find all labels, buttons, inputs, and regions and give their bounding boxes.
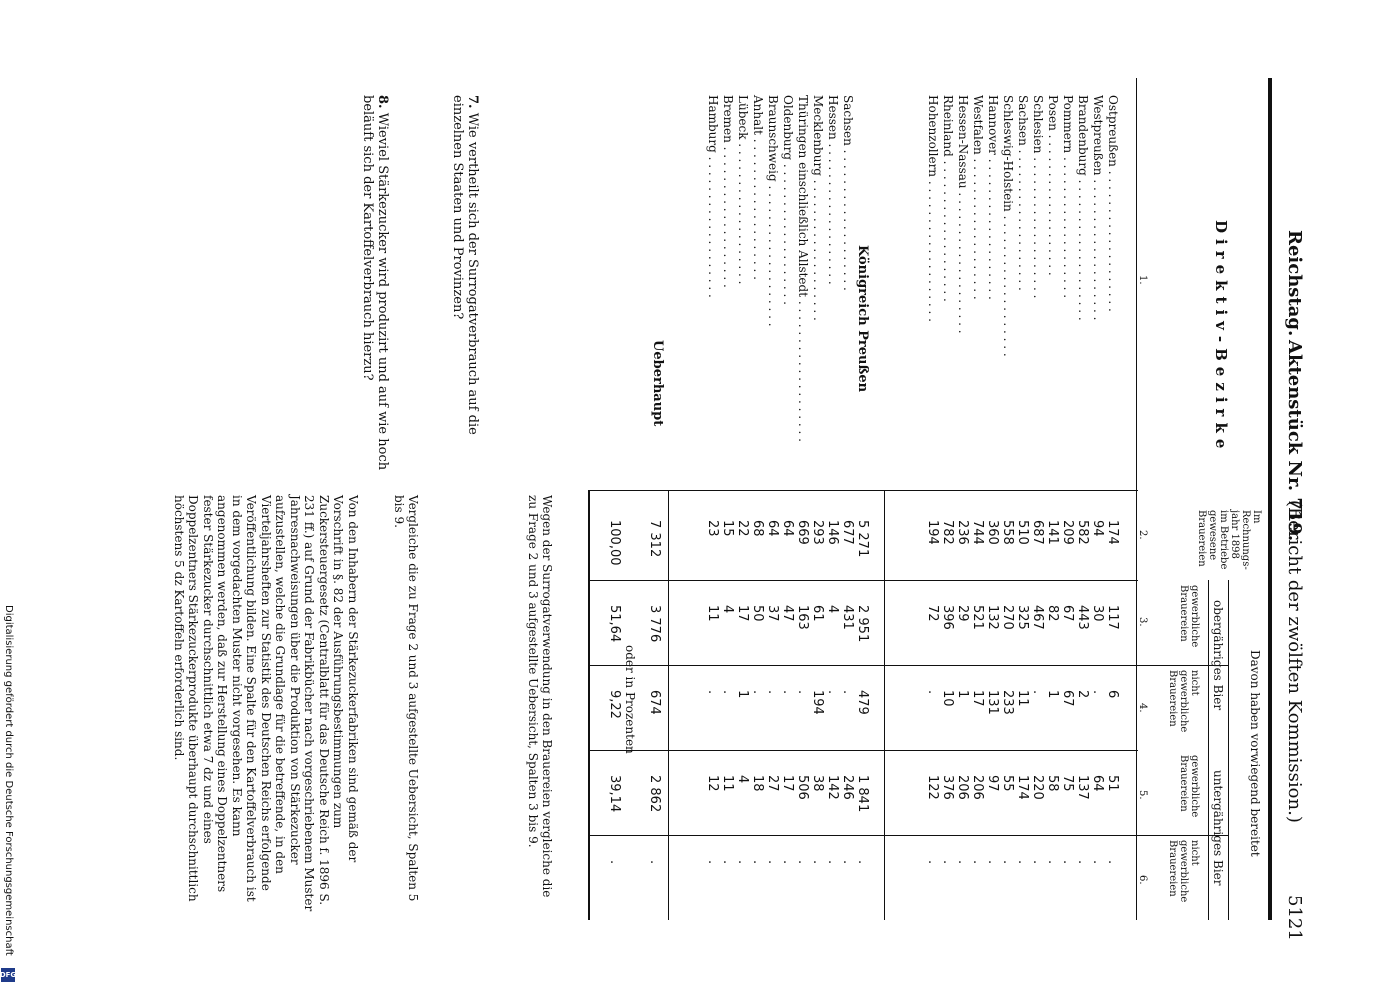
header-left: Reichstag. — [1284, 230, 1305, 337]
cell-c6: . — [1060, 860, 1075, 865]
cell-c4: 11 — [1015, 690, 1030, 707]
question-8: 8. Wieviel Stärkezucker wird produzirt und auf wie hoch beläuft sich der Kartoffelverbrauch hierzu? — [360, 95, 390, 471]
col-number-6: 6. — [1137, 875, 1148, 885]
cell-c4: 233 — [1000, 690, 1015, 715]
cell-c3: 72 — [925, 605, 940, 622]
row-name: Rheinland . . . . . . . . . . . . . . . . . . . — [941, 95, 955, 302]
cell-c6: . — [765, 860, 780, 865]
cell-c6: . — [925, 860, 940, 865]
row-name: Ostpreußen . . . . . . . . . . . . . . . . . . . — [1106, 95, 1120, 312]
row-name: Westpreußen . . . . . . . . . . . . . . . . . . . — [1091, 95, 1105, 321]
row-name: Hohenzollern . . . . . . . . . . . . . . . . . . . — [926, 95, 940, 322]
cell-c6: . — [1075, 860, 1090, 865]
cell-c2: 510 — [1015, 520, 1030, 545]
cell-c5: 376 — [940, 775, 955, 800]
cell-c3: 431 — [840, 605, 855, 630]
prussia-total-rule — [884, 490, 885, 920]
cell-c5: 206 — [970, 775, 985, 800]
cell-c6: . — [1045, 860, 1060, 865]
percent-c5: 39,14 — [607, 775, 622, 813]
cell-c5: 38 — [810, 775, 825, 792]
cell-c3: 325 — [1015, 605, 1030, 630]
cell-c2: 669 — [795, 520, 810, 545]
cell-c4: . — [780, 690, 795, 695]
cell-c5: 27 — [765, 775, 780, 792]
cell-c4: 6 — [1105, 690, 1120, 699]
cell-c4: . — [1030, 690, 1045, 695]
subheader-obergaehrig: obergähriges Bier — [1211, 600, 1225, 711]
col-number-1: 1. — [1137, 275, 1148, 285]
cell-c3: 11 — [705, 605, 720, 622]
cell-c4: . — [1090, 690, 1105, 695]
cell-c5: 64 — [1090, 775, 1105, 792]
cell-c3: 117 — [1105, 605, 1120, 630]
row-name: Schlesien . . . . . . . . . . . . . . . . . . . — [1031, 95, 1045, 299]
cell-c4: . — [840, 690, 855, 695]
cell-c5: 137 — [1075, 775, 1090, 800]
cell-c3: 163 — [795, 605, 810, 630]
row-name: Lübeck . . . . . . . . . . . . . . . . . . . — [736, 95, 750, 285]
col-divider-4 — [588, 750, 1138, 751]
cell-c2: 744 — [970, 520, 985, 545]
table-bottom-rule — [588, 490, 590, 920]
col3-header: gewerbliche Brauereien — [1178, 585, 1200, 648]
col-number-5: 5. — [1137, 790, 1148, 800]
cell-c6: . — [795, 860, 810, 865]
row-name: Bremen . . . . . . . . . . . . . . . . . . . — [721, 95, 735, 288]
prussia-total-c6: . — [855, 860, 870, 865]
cell-c3: 467 — [1030, 605, 1045, 630]
col-divider-3 — [588, 665, 1228, 666]
cell-c3: 30 — [1090, 605, 1105, 622]
digitization-credit: Digitalisierung gefördert durch die Deutsche Forschungsgemeinschaft — [3, 605, 14, 956]
cell-c2: 209 — [1060, 520, 1075, 545]
cell-c2: 558 — [1000, 520, 1015, 545]
row-name: Hessen-Nassau . . . . . . . . . . . . . . . . . . . — [956, 95, 970, 334]
header-subtitle: (Bericht der zwölften Kommission.) — [1284, 500, 1305, 823]
row-name: Brandenburg . . . . . . . . . . . . . . . . . . . — [1076, 95, 1090, 321]
row-name: Sachsen . . . . . . . . . . . . . . . . . . . — [841, 95, 855, 291]
cell-c4: . — [925, 690, 940, 695]
cell-c2: 236 — [955, 520, 970, 545]
grand-total-rule — [668, 490, 669, 920]
cell-c4: 10 — [940, 690, 955, 707]
percent-label: oder in Prozenten — [623, 645, 637, 754]
cell-c4: . — [795, 690, 810, 695]
cell-c2: 174 — [1105, 520, 1120, 545]
cell-c6: . — [840, 860, 855, 865]
cell-c2: 146 — [825, 520, 840, 545]
col1-title: Direktiv-Bezirke — [1212, 220, 1230, 455]
row-name: Thüringen einschließlich Allstedt . . . . . . . . . . . . . . . . . . . — [796, 95, 810, 442]
cell-c5: 142 — [825, 775, 840, 800]
row-name: Braunschweig . . . . . . . . . . . . . . . . . . . — [766, 95, 780, 327]
cell-c3: 82 — [1045, 605, 1060, 622]
cell-c5: 174 — [1015, 775, 1030, 800]
cell-c3: 17 — [735, 605, 750, 622]
cell-c2: 94 — [1090, 520, 1105, 537]
group-rule — [1228, 580, 1229, 920]
col5-header: gewerbliche Brauereien — [1178, 755, 1200, 818]
row-name: Westfalen . . . . . . . . . . . . . . . . . . . — [971, 95, 985, 300]
note-surrogate-breweries: Wegen der Surrogatverwendung in den Brauereien vergleiche die zu Frage 2 und 3 aufgestellte Uebersicht, Spalten 3 bis 9. — [526, 495, 554, 898]
header-doc: Aktenstück Nr. 719. — [1284, 340, 1305, 542]
cell-c5: 97 — [985, 775, 1000, 792]
percent-c6: . — [607, 860, 622, 865]
cell-c3: 29 — [955, 605, 970, 622]
cell-c5: 246 — [840, 775, 855, 800]
page-number: 5121 — [1284, 895, 1305, 941]
prussia-total-c4: 479 — [855, 690, 870, 715]
cell-c6: . — [810, 860, 825, 865]
note-columns-5-9: Vergleiche die zu Frage 2 und 3 aufgestellte Uebersicht, Spalten 5 bis 9. — [392, 495, 420, 902]
prussia-total-c2: 5 271 — [855, 520, 870, 558]
cell-c3: 443 — [1075, 605, 1090, 630]
cell-c2: 582 — [1075, 520, 1090, 545]
cell-c2: 64 — [780, 520, 795, 537]
cell-c2: 64 — [765, 520, 780, 537]
cell-c2: 677 — [840, 520, 855, 545]
row-name: Pommern . . . . . . . . . . . . . . . . . . . — [1061, 95, 1075, 299]
subgroup-rule — [1208, 580, 1209, 920]
cell-c4: . — [750, 690, 765, 695]
cell-c2: 23 — [705, 520, 720, 537]
cell-c5: 12 — [705, 775, 720, 792]
subheader-untergaehrig: untergähriges Bier — [1211, 770, 1225, 886]
col-number-4: 4. — [1137, 703, 1148, 713]
total-label: Ueberhaupt — [650, 340, 665, 427]
cell-c2: 22 — [735, 520, 750, 537]
grand-total-c5: 2 862 — [647, 775, 662, 813]
row-name: Oldenburg . . . . . . . . . . . . . . . . . . . — [781, 95, 795, 305]
col2-label: Im Rechnungs- jahr 1898 im Betriebe gewesene Brauereien — [1196, 510, 1262, 570]
cell-c6: . — [825, 860, 840, 865]
note-starch-sugar: Von den Inhabern der Stärkezuckerfabriken sind gemäß der Vorschrift in §. 82 der Ausführungsbestimmungen zum Zuckersteuergesetz (Centralblatt für das Deutsche Reich f. 1896 S. 231 ff.) auf Grund der Fabrikbücher nach vorgeschriebenem Muster Jahresnachweisungen über die Produktion von Stärkezucker aufzustellen, welche die Grundlage für die betreffende, in den Vierteljahrsheften zur Statistik des Deutschen Reichs erfolgende Veröffentlichung bilden. Eine Spalte für den Kartoffelverbrauch ist in dem vorgedachten Muster nicht vorgesehen. Es kann angenommen werden, daß zur Herstellung eines Doppelzentners fester Stärkezucker durchschnittlich etwa 7 dz und eines Doppelzentners Stärkezuckerprodukte überhaupt durchschnittlich höchstens 5 dz Kartoffeln erforderlich sind. — [172, 495, 360, 912]
cell-c2: 782 — [940, 520, 955, 545]
cell-c2: 141 — [1045, 520, 1060, 545]
cell-c2: 687 — [1030, 520, 1045, 545]
cell-c3: 4 — [720, 605, 735, 614]
cell-c5: 75 — [1060, 775, 1075, 792]
group-header: Davon haben vorwiegend bereitet — [1248, 650, 1262, 857]
col-divider-1 — [588, 490, 1138, 491]
prussia-label: Königreich Preußen — [855, 245, 870, 393]
cell-c3: 132 — [985, 605, 1000, 630]
cell-c4: . — [825, 690, 840, 695]
cell-c5: 17 — [780, 775, 795, 792]
dfg-logo: DFG — [1, 968, 15, 982]
question-7: 7. Wie vertheilt sich der Surrogatverbrauch auf die einzelnen Staaten und Provinzen? — [450, 95, 480, 435]
grand-total-c2: 7 312 — [647, 520, 662, 558]
cell-c3: 4 — [825, 605, 840, 614]
cell-c6: . — [780, 860, 795, 865]
cell-c5: 206 — [955, 775, 970, 800]
row-name: Mecklenburg . . . . . . . . . . . . . . . . . . . — [811, 95, 825, 321]
col-number-3: 3. — [1137, 617, 1148, 627]
row-name: Hessen . . . . . . . . . . . . . . . . . . . — [826, 95, 840, 285]
cell-c5: 122 — [925, 775, 940, 800]
cell-c5: 220 — [1030, 775, 1045, 800]
col6-header: nicht gewerbliche Brauereien — [1167, 840, 1200, 903]
cell-c2: 68 — [750, 520, 765, 537]
cell-c6: . — [955, 860, 970, 865]
cell-c2: 15 — [720, 520, 735, 537]
cell-c6: . — [1030, 860, 1045, 865]
cell-c3: 61 — [810, 605, 825, 622]
cell-c4: . — [705, 690, 720, 695]
cell-c3: 270 — [1000, 605, 1015, 630]
cell-c3: 37 — [765, 605, 780, 622]
cell-c6: . — [970, 860, 985, 865]
cell-c5: 11 — [720, 775, 735, 792]
cell-c6: . — [940, 860, 955, 865]
cell-c4: 2 — [1075, 690, 1090, 699]
cell-c6: . — [1090, 860, 1105, 865]
percent-c3: 51,64 — [607, 605, 622, 643]
row-name: Posen . . . . . . . . . . . . . . . . . . . — [1046, 95, 1060, 276]
cell-c2: 360 — [985, 520, 1000, 545]
cell-c2: 194 — [925, 520, 940, 545]
cell-c5: 4 — [735, 775, 750, 784]
grand-total-c3: 3 776 — [647, 605, 662, 643]
cell-c4: 1 — [735, 690, 750, 699]
cell-c6: . — [705, 860, 720, 865]
cell-c5: 51 — [1105, 775, 1120, 792]
cell-c3: 50 — [750, 605, 765, 622]
percent-c2: 100,00 — [607, 520, 622, 566]
row-name: Hamburg . . . . . . . . . . . . . . . . . . . — [706, 95, 720, 298]
row-name: Anhalt . . . . . . . . . . . . . . . . . . . — [751, 95, 765, 280]
cell-c4: 131 — [985, 690, 1000, 715]
cell-c4: 67 — [1060, 690, 1075, 707]
cell-c5: 55 — [1000, 775, 1015, 792]
row-name: Sachsen . . . . . . . . . . . . . . . . . . . — [1016, 95, 1030, 291]
row-name: Hannover . . . . . . . . . . . . . . . . . . . — [986, 95, 1000, 300]
col-divider-2 — [588, 580, 1138, 581]
cell-c3: 67 — [1060, 605, 1075, 622]
cell-c5: 58 — [1045, 775, 1060, 792]
grand-total-c6: . — [647, 860, 662, 865]
col-divider-5 — [588, 835, 1228, 836]
cell-c4: 17 — [970, 690, 985, 707]
percent-c4: 9,22 — [607, 690, 622, 719]
cell-c6: . — [1000, 860, 1015, 865]
cell-c3: 521 — [970, 605, 985, 630]
row-name: Schleswig-Holstein . . . . . . . . . . . . . . . . . . . — [1001, 95, 1015, 357]
cell-c5: 506 — [795, 775, 810, 800]
cell-c4: . — [765, 690, 780, 695]
cell-c6: . — [1015, 860, 1030, 865]
prussia-total-c5: 1 841 — [855, 775, 870, 813]
cell-c4: 1 — [955, 690, 970, 699]
prussia-total-c3: 2 951 — [855, 605, 870, 643]
cell-c6: . — [985, 860, 1000, 865]
cell-c6: . — [1105, 860, 1120, 865]
cell-c4: 194 — [810, 690, 825, 715]
col-number-2: 2. — [1137, 530, 1148, 540]
cell-c5: 18 — [750, 775, 765, 792]
cell-c6: . — [735, 860, 750, 865]
cell-c6: . — [750, 860, 765, 865]
cell-c4: 1 — [1045, 690, 1060, 699]
col4-header: nicht gewerbliche Brauereien — [1167, 670, 1200, 733]
cell-c2: 293 — [810, 520, 825, 545]
cell-c3: 396 — [940, 605, 955, 630]
table-top-rule — [1268, 78, 1272, 920]
cell-c3: 47 — [780, 605, 795, 622]
grand-total-c4: 674 — [647, 690, 662, 715]
cell-c6: . — [720, 860, 735, 865]
cell-c4: . — [720, 690, 735, 695]
